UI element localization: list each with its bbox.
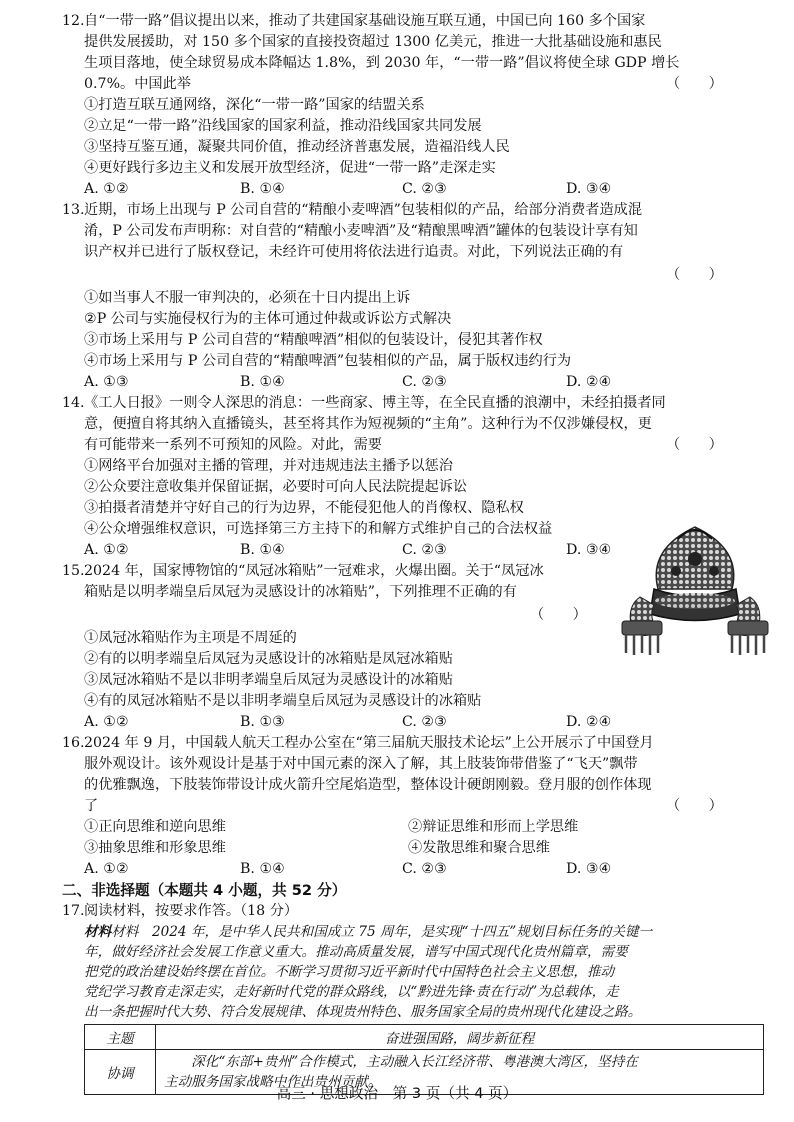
question-14-number: 14. bbox=[62, 395, 85, 411]
question-12-item: ④更好践行多边主义和发展开放型经济，促进“一带一路”走深走实 bbox=[84, 160, 496, 176]
question-17-instruction: 阅读材料，按要求作答。（18 分） bbox=[84, 903, 299, 919]
question-13-item: ②P 公司与实施侵权行为的主体可通过仲裁或诉讼方式解决 bbox=[84, 311, 452, 327]
question-14-option-b: B. ①④ bbox=[240, 542, 285, 558]
question-12-stem-line: 自“一带一路”倡议提出以来，推动了共建国家基础设施互联互通，中国已向 160 多个国家 bbox=[84, 13, 646, 29]
question-16-stem-line: 的优雅飘逸，下肢装饰带设计成火箭升空尾焰造型，整体设计硬朗刚毅。登月服的创作体现 bbox=[84, 777, 652, 793]
question-14-item: ②公众要注意收集并保留证据，必要时可向人民法院提起诉讼 bbox=[84, 479, 468, 495]
question-15-option-d: D. ②④ bbox=[566, 714, 612, 730]
question-12-answer-bracket: （ ） bbox=[666, 76, 723, 92]
question-15-item: ③凤冠冰箱贴不是以非明孝端皇后凤冠为灵感设计的冰箱贴 bbox=[84, 672, 453, 688]
material-line-text: 材料 2024 年，是中华人民共和国成立 75 周年，是实现“十四五”规划目标任务的关键一 bbox=[111, 924, 653, 940]
question-12-option-b: B. ①④ bbox=[240, 181, 285, 197]
page-footer: 高三 · 思想政治 第 3 页（共 4 页） bbox=[276, 1085, 518, 1102]
material-line: 党纪学习教育走深走实，走好新时代党的群众路线，以“黔进先锋·责在行动”为总载体，走 bbox=[84, 984, 619, 1000]
question-14-option-a: A. ①② bbox=[84, 542, 129, 558]
question-15-item: ②有的以明孝端皇后凤冠为灵感设计的冰箱贴是凤冠冰箱贴 bbox=[84, 651, 453, 667]
question-12-option-a: A. ①② bbox=[84, 181, 129, 197]
material-label: 材料 bbox=[84, 924, 112, 940]
question-16-answer-bracket: （ ） bbox=[666, 798, 723, 814]
question-15-option-a: A. ①② bbox=[84, 714, 129, 730]
question-15-item: ④有的凤冠冰箱贴不是以非明孝端皇后凤冠为灵感设计的冰箱贴 bbox=[84, 693, 482, 709]
question-14-answer-bracket: （ ） bbox=[666, 437, 723, 453]
question-16-item: ③抽象思维和形象思维 bbox=[84, 840, 226, 856]
question-14-item: ③拍摄者清楚并守好自己的行为边界，不能侵犯他人的肖像权、隐私权 bbox=[84, 500, 524, 516]
question-16-item: ④发散思维和聚合思维 bbox=[408, 840, 550, 856]
table-header-theme: 主题 bbox=[85, 1025, 156, 1050]
question-16-stem-line: 了 bbox=[84, 798, 99, 814]
question-12-option-d: D. ③④ bbox=[566, 181, 612, 197]
table-cell-line: 主动服务国家战略中作出贵州贡献。 bbox=[164, 1074, 382, 1090]
question-14-item: ④公众增强维权意识，可选择第三方主持下的和解方式维护自己的合法权益 bbox=[84, 521, 553, 537]
question-13-stem-line: 近期，市场上出现与 P 公司自营的“精酿小麦啤酒”包装相似的产品，给部分消费者造成混 bbox=[84, 202, 643, 218]
question-14-option-d: D. ③④ bbox=[566, 542, 612, 558]
question-12-item: ③坚持互鉴互通，凝聚共同价值，推动经济普惠发展，造福沿线人民 bbox=[84, 139, 510, 155]
question-16-item: ①正向思维和逆向思维 bbox=[84, 819, 226, 835]
question-15-item: ①凤冠冰箱贴作为主项是不周延的 bbox=[84, 630, 297, 646]
section-heading: 二、非选择题（本题共 4 小题，共 52 分） bbox=[62, 882, 347, 899]
material-line bbox=[84, 923, 652, 942]
question-12-option-c: C. ②③ bbox=[402, 181, 447, 197]
question-13-item: ③市场上采用与 P 公司自营的“精酿啤酒”相似的包装设计，侵犯其著作权 bbox=[84, 332, 543, 348]
question-16-item: ②辩证思维和形而上学思维 bbox=[408, 819, 579, 835]
question-15-number: 15. bbox=[62, 563, 85, 579]
question-14-option-c: C. ②③ bbox=[402, 542, 447, 558]
question-13-item: ①如当事人不服一审判决的，必须在十日内提出上诉 bbox=[84, 290, 411, 306]
question-13-option-b: B. ①④ bbox=[240, 374, 285, 390]
question-15-answer-bracket: （ ） bbox=[530, 607, 587, 623]
question-17-number: 17. bbox=[62, 903, 85, 919]
material-line: 把党的政治建设始终摆在首位。不断学习贯彻习近平新时代中国特色社会主义思想，推动 bbox=[84, 964, 615, 980]
question-16-option-d: D. ③④ bbox=[566, 861, 612, 877]
question-14-stem-line: 有可能带来一系列不可预知的风险。对此，需要 bbox=[84, 437, 382, 453]
question-14-stem-line: 《工人日报》一则令人深思的消息：一些商家、博主等，在全民直播的浪潮中，未经拍摄者同 bbox=[84, 395, 666, 411]
question-14-item: ①网络平台加强对主播的管理，并对违规违法主播予以惩治 bbox=[84, 458, 453, 474]
question-13-stem-line: 淆，P 公司发布声明称：对自营的“精酿小麦啤酒”及“精酿黑啤酒”罐体的包装设计享有知 bbox=[84, 223, 638, 239]
question-12-stem-line: 提供发展援助，对 150 多个国家的直接投资超过 1300 亿美元，推进一大批基础设施和惠民 bbox=[84, 34, 662, 50]
table-header-title: 奋进强国路，阔步新征程 bbox=[156, 1025, 764, 1050]
question-13-option-c: C. ②③ bbox=[402, 374, 447, 390]
question-15-option-b: B. ①③ bbox=[240, 714, 285, 730]
question-12-item: ②立足“一带一路”沿线国家的国家利益，推动沿线国家共同发展 bbox=[84, 118, 482, 134]
question-16-option-c: C. ②③ bbox=[402, 861, 447, 877]
question-15-stem-line: 箱贴是以明孝端皇后凤冠为灵感设计的冰箱贴”，下列推理不正确的有 bbox=[84, 584, 517, 600]
question-12-stem-line: 0.7%。中国此举 bbox=[84, 76, 191, 92]
question-13-option-d: D. ②④ bbox=[566, 374, 612, 390]
question-15-stem-line: 2024 年，国家博物馆的“凤冠冰箱贴”一冠难求，火爆出圈。关于“凤冠冰 bbox=[84, 563, 544, 579]
material-line: 年，做好经济社会发展工作意义重大。推动高质量发展，谱写中国式现代化贵州篇章，需要 bbox=[84, 944, 628, 960]
phoenix-crown-image bbox=[618, 519, 772, 659]
question-12-stem-line: 生项目落地，使全球贸易成本降幅达 1.8%，到 2030 年，“一带一路”倡议将使全球 GDP 增长 bbox=[84, 55, 680, 71]
question-13-option-a: A. ①③ bbox=[84, 374, 129, 390]
question-16-option-b: B. ①④ bbox=[240, 861, 285, 877]
material-line: 出一条把握时代大势、符合发展规律、体现贵州特色、服务国家全局的贵州现代化建设之路。 bbox=[84, 1004, 642, 1020]
question-16-stem-line: 服外观设计。该外观设计是基于对中国元素的深入了解，其上肢装饰带借鉴了“飞天”飘带 bbox=[84, 756, 638, 772]
question-16-number: 16. bbox=[62, 735, 85, 751]
question-12-item: ①打造互联互通网络，深化“一带一路”国家的结盟关系 bbox=[84, 97, 425, 113]
table-row-label: 协调 bbox=[85, 1050, 156, 1095]
question-12-number: 12. bbox=[62, 13, 85, 29]
question-16-stem-line: 2024 年 9 月，中国载人航天工程办公室在“第三届航天服技术论坛”上公开展示了中国登月 bbox=[84, 735, 654, 751]
question-15-option-c: C. ②③ bbox=[402, 714, 447, 730]
question-13-answer-bracket: （ ） bbox=[666, 267, 723, 283]
question-13-number: 13. bbox=[62, 202, 85, 218]
table-cell-line: 深化“东部+贵州”合作模式，主动融入长江经济带、粤港澳大湾区，坚持在 bbox=[164, 1054, 638, 1070]
question-14-stem-line: 意，便擅自将其纳入直播镜头，甚至将其作为短视频的“主角”。这种行为不仅涉嫌侵权，更 bbox=[84, 416, 652, 432]
question-13-item: ④市场上采用与 P 公司自营的“精酿啤酒”包装相似的产品，属于版权违约行为 bbox=[84, 353, 572, 369]
question-13-stem-line: 识产权并已进行了版权登记，未经许可使用将依法进行追责。对此，下列说法正确的有 bbox=[84, 244, 624, 260]
question-16-option-a: A. ①② bbox=[84, 861, 129, 877]
